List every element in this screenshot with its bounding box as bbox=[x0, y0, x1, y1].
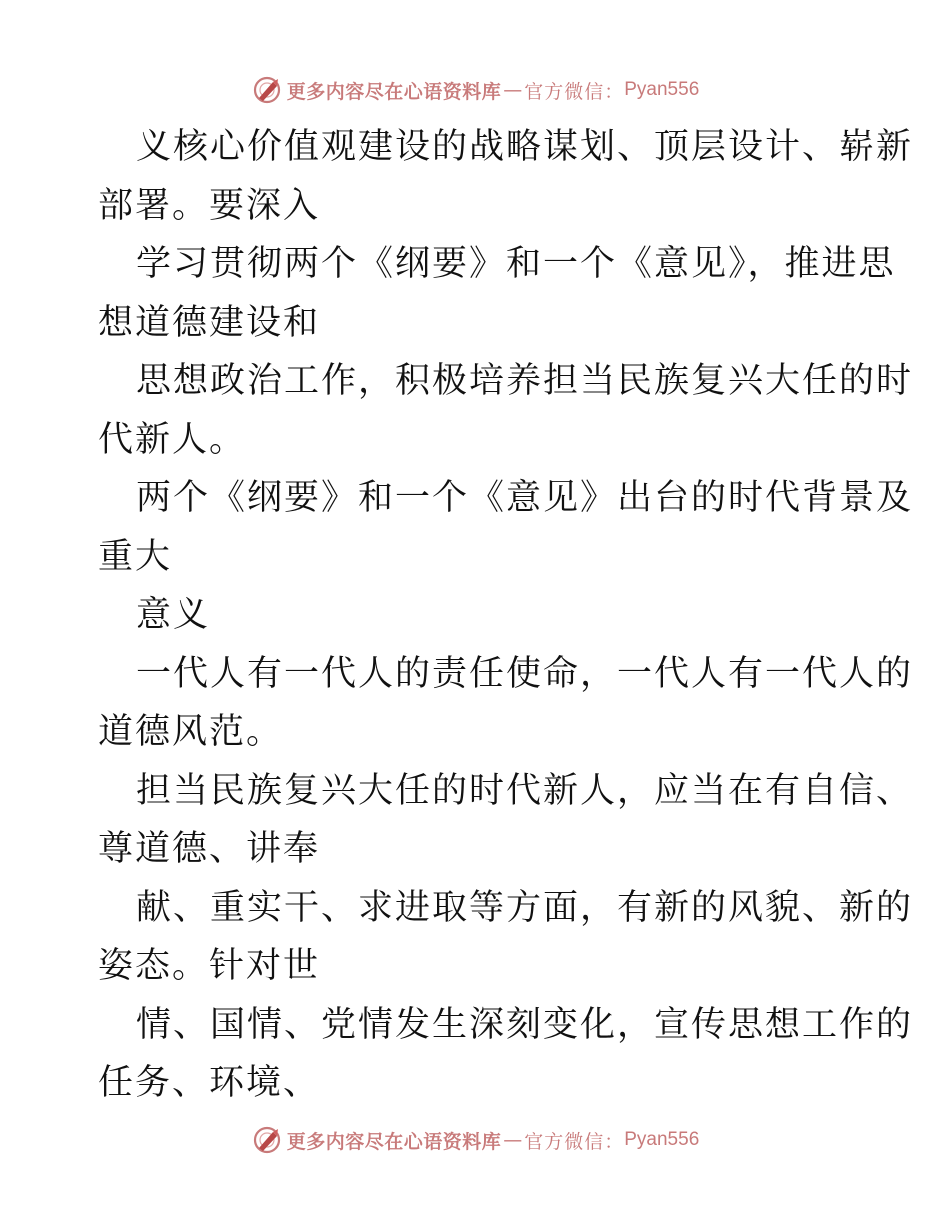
header-banner bbox=[0, 70, 950, 110]
pen-nib-circle-icon bbox=[251, 1124, 283, 1156]
header-dash: — bbox=[503, 79, 523, 101]
body-text-line: 思想政治工作，积极培养担当民族复兴大任的时 bbox=[136, 361, 914, 401]
header-wechat-label: 官方微信： bbox=[524, 80, 625, 103]
body-text-line: 担当民族复兴大任的时代新人，应当在有自信、 bbox=[136, 770, 914, 811]
footer-banner bbox=[0, 1120, 950, 1160]
body-text-line: 姿态。针对世 bbox=[98, 946, 321, 986]
body-text-line: 献、重实干、求进取等方面，有新的风貌、新的 bbox=[136, 887, 914, 928]
body-text-line: 两个《纲要》和一个《意见》出台的时代背景及 bbox=[136, 478, 914, 518]
footer-wechat-id: Pyan556 bbox=[624, 1129, 700, 1150]
footer-dash: — bbox=[503, 1129, 523, 1151]
footer-site-name: 更多内容尽在心语资料库 bbox=[286, 1130, 502, 1153]
body-text-line: 学习贯彻两个《纲要》和一个《意见》，推进思 bbox=[136, 244, 896, 284]
body-text-line: 一代人有一代人的责任使命，一代人有一代人的 bbox=[136, 653, 914, 694]
pen-nib-circle-icon bbox=[251, 74, 283, 106]
body-text-line: 部署。要深入 bbox=[98, 185, 321, 226]
body-text-line: 想道德建设和 bbox=[98, 302, 321, 343]
body-text-line: 重大 bbox=[98, 536, 173, 577]
body-text-line: 代新人。 bbox=[98, 419, 247, 460]
body-text-line: 意义 bbox=[136, 595, 211, 635]
body-text-line: 任务、环境、 bbox=[98, 1063, 321, 1103]
body-text-line: 情、国情、党情发生深刻变化，宣传思想工作的 bbox=[136, 1004, 914, 1045]
header-wechat-id: Pyan556 bbox=[624, 79, 700, 100]
footer-wechat-label: 官方微信： bbox=[524, 1130, 625, 1153]
body-text-line: 尊道德、讲奉 bbox=[98, 829, 321, 869]
body-text-line: 义核心价值观建设的战略谋划、顶层设计、崭新 bbox=[136, 127, 914, 167]
body-text-line: 道德风范。 bbox=[98, 712, 284, 752]
header-site-name: 更多内容尽在心语资料库 bbox=[286, 80, 502, 103]
document-body bbox=[98, 118, 914, 1113]
